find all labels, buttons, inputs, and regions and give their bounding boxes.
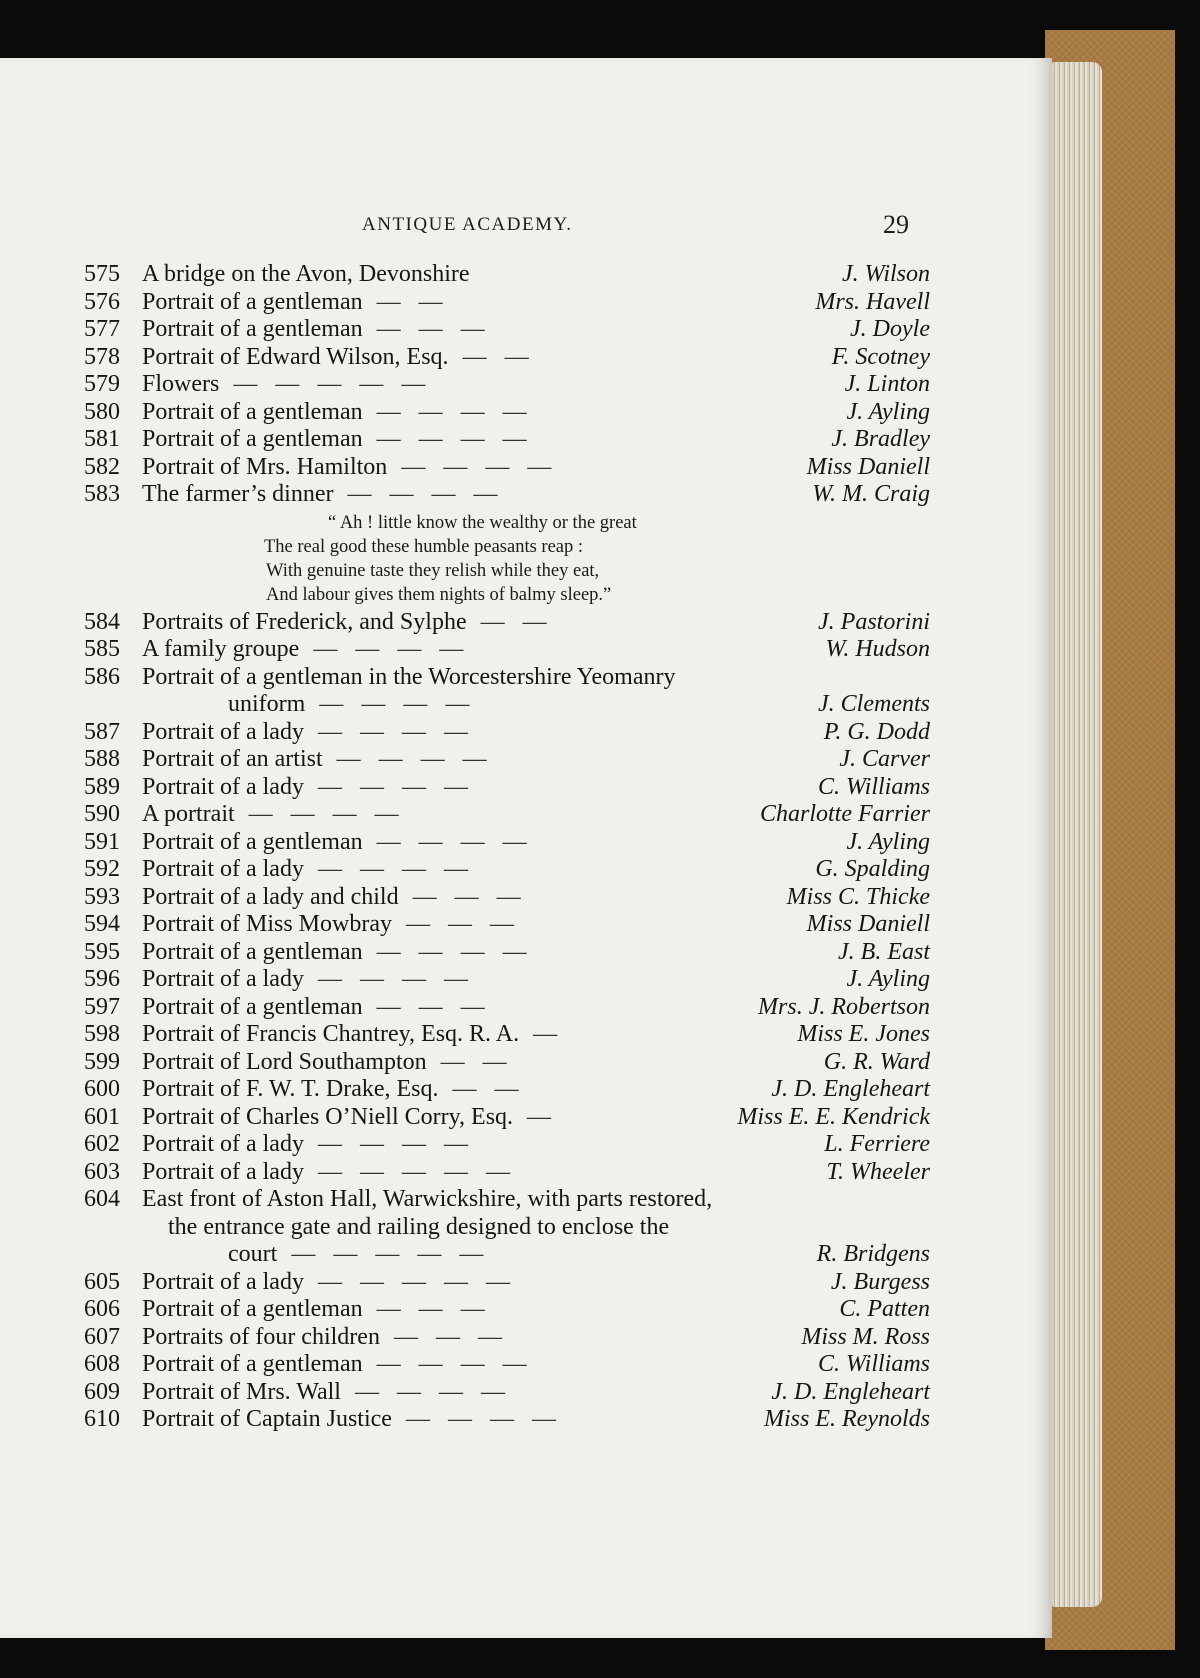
entry-number: 600 <box>84 1076 120 1102</box>
entry-number: 587 <box>84 718 120 745</box>
entry-title: A family groupe <box>142 636 300 662</box>
entry-artist: J. Bradley <box>831 426 930 452</box>
entry-artist: J. Wilson <box>842 261 930 287</box>
catalogue-entry <box>84 829 930 857</box>
entry-leader-dashes: — — — — <box>376 1351 533 1377</box>
entry-artist: Charlotte Farrier <box>759 801 930 827</box>
catalogue-entry <box>84 1104 930 1132</box>
poem-line: “ Ah ! little know the wealthy or the great <box>328 512 637 533</box>
entry-artist: J. Clements <box>818 691 930 717</box>
entry-leader-dashes: — — — — <box>354 1378 511 1405</box>
entry-number: 603 <box>84 1158 120 1185</box>
entry-number: 610 <box>84 1406 120 1432</box>
entry-number: 585 <box>84 636 120 662</box>
entry-number: 579 <box>84 371 120 397</box>
entry-artist: J. Pastorini <box>818 608 930 635</box>
catalogue-entry <box>84 1269 930 1297</box>
entry-number: 606 <box>84 1296 120 1322</box>
catalogue-entry <box>84 1186 930 1214</box>
entry-title: Portrait of a lady <box>142 966 304 992</box>
entry-number: 609 <box>84 1378 120 1405</box>
catalogue-entry <box>84 691 930 719</box>
entry-number: 608 <box>84 1351 120 1377</box>
entry-number: 594 <box>84 911 120 937</box>
entry-title: The farmer’s dinner <box>142 481 334 507</box>
entry-artist: Miss C. Thicke <box>786 883 930 910</box>
entry-title: Portrait of Edward Wilson, Esq. <box>142 343 449 370</box>
entry-artist: Miss E. E. Kendrick <box>737 1103 930 1130</box>
entry-artist: Mrs. J. Robertson <box>758 993 930 1020</box>
entry-leader-dashes: — — — — <box>313 636 470 662</box>
entry-leader-dashes: — — <box>480 608 553 635</box>
entry-artist: Miss E. Jones <box>797 1021 930 1047</box>
entry-artist: Miss Daniell <box>806 453 930 480</box>
entry-artist: J. D. Engleheart <box>771 1076 930 1102</box>
catalogue-list <box>84 261 930 1434</box>
entry-leader-dashes: — — — — <box>376 828 533 855</box>
entry-title: Portrait of a gentleman <box>142 1351 363 1377</box>
catalogue-entry <box>84 1076 930 1104</box>
entry-title: Portraits of four children <box>142 1323 380 1350</box>
entry-artist: C. Patten <box>839 1296 930 1322</box>
entry-number: 588 <box>84 746 120 772</box>
entry-leader-dashes: — — — <box>376 316 491 342</box>
entry-leader-dashes: — — — <box>393 1323 508 1350</box>
catalogue-entry <box>84 371 930 399</box>
entry-number: 591 <box>84 828 120 855</box>
entry-title: A bridge on the Avon, Devonshire <box>142 261 470 287</box>
entry-title: Portrait of a gentleman <box>142 993 363 1020</box>
catalogue-entry <box>84 1021 930 1049</box>
page-header <box>0 210 920 242</box>
entry-artist: J. D. Engleheart <box>771 1378 930 1405</box>
catalogue-entry <box>84 344 930 372</box>
catalogue-entry <box>84 1296 930 1324</box>
entry-artist: J. Ayling <box>846 828 930 855</box>
entry-number: 607 <box>84 1323 120 1350</box>
poem-line: And labour gives them nights of balmy sleep.” <box>266 584 612 605</box>
entry-title: Portrait of a gentleman <box>142 828 363 855</box>
entry-leader-dashes: — — — — <box>376 398 533 425</box>
entry-leader-dashes: — — — — <box>317 773 474 800</box>
entry-leader-dashes: — <box>527 1103 558 1130</box>
entry-title: Portrait of a gentleman <box>142 398 363 425</box>
entry-artist: J. Doyle <box>850 316 930 342</box>
entry-artist: J. Carver <box>839 746 930 772</box>
catalogue-entry <box>84 316 930 344</box>
entry-number: 575 <box>84 261 120 287</box>
entry-title: Portrait of a gentleman <box>142 938 363 965</box>
page-edges <box>1052 62 1102 1607</box>
entry-leader-dashes: — — <box>440 1048 513 1075</box>
entry-artist: J. Linton <box>844 371 930 397</box>
catalogue-entry <box>84 1351 930 1379</box>
entry-number: 605 <box>84 1268 120 1295</box>
entry-leader-dashes: — — — — <box>248 801 405 827</box>
catalogue-entry <box>84 939 930 967</box>
entry-number: 597 <box>84 993 120 1020</box>
entry-title: A portrait <box>142 801 235 827</box>
entry-artist: J. Ayling <box>846 966 930 992</box>
entry-number: 592 <box>84 856 120 882</box>
entry-artist: L. Ferriere <box>824 1131 930 1157</box>
entry-leader-dashes: — — — — — <box>233 371 432 397</box>
entry-number: 602 <box>84 1131 120 1157</box>
entry-leader-dashes: — — — — <box>317 718 474 745</box>
entry-number: 589 <box>84 773 120 800</box>
entry-artist: C. Williams <box>817 773 930 800</box>
running-title: ANTIQUE ACADEMY. <box>362 214 573 235</box>
catalogue-entry <box>84 1406 930 1434</box>
entry-number: 599 <box>84 1048 120 1075</box>
entry-leader-dashes: — — — — <box>336 746 493 772</box>
entry-leader-dashes: — — <box>452 1076 525 1102</box>
entry-title: uniform <box>228 691 306 717</box>
entry-leader-dashes: — — — <box>412 883 527 910</box>
catalogue-entry <box>84 636 930 664</box>
entry-artist: Miss E. Reynolds <box>764 1406 930 1432</box>
entry-artist: Miss Daniell <box>806 911 930 937</box>
poem-line: The real good these humble peasants reap : <box>264 536 584 557</box>
entry-artist: C. Williams <box>817 1351 930 1377</box>
entry-title: Flowers <box>142 371 220 397</box>
catalogue-entry <box>84 1131 930 1159</box>
catalogue-entry <box>84 1159 930 1187</box>
catalogue-entry <box>84 481 930 509</box>
entry-number: 580 <box>84 398 120 425</box>
entry-title: Portrait of Francis Chantrey, Esq. R. A. <box>142 1021 520 1047</box>
catalogue-entry <box>84 856 930 884</box>
page-number: 29 <box>883 210 909 239</box>
entry-leader-dashes: — — — — <box>376 938 533 965</box>
entry-artist: R. Bridgens <box>816 1241 930 1267</box>
entry-leader-dashes: — — — — — <box>317 1268 516 1295</box>
entry-leader-dashes: — — <box>376 288 449 315</box>
entry-title: East front of Aston Hall, Warwickshire, with parts restored, <box>142 1186 713 1212</box>
entry-title: Portrait of a lady <box>142 1158 304 1185</box>
entry-artist: Miss M. Ross <box>801 1323 930 1350</box>
catalogue-entry <box>84 1324 930 1352</box>
catalogue-entry <box>84 801 930 829</box>
entry-number: 578 <box>84 343 120 370</box>
entry-artist: T. Wheeler <box>826 1158 930 1185</box>
poem-quotation <box>264 511 930 607</box>
entry-number: 582 <box>84 453 120 480</box>
entry-artist: J. Ayling <box>846 398 930 425</box>
catalogue-entry <box>84 1379 930 1407</box>
entry-number: 595 <box>84 938 120 965</box>
entry-artist: Mrs. Havell <box>815 288 930 315</box>
entry-number: 583 <box>84 481 120 507</box>
entry-number: 581 <box>84 426 120 452</box>
catalogue-entry <box>84 1214 930 1242</box>
entry-title: Portrait of a gentleman <box>142 288 363 315</box>
entry-title: Portrait of Mrs. Wall <box>142 1378 341 1405</box>
entry-leader-dashes: — — — — <box>405 1406 562 1432</box>
entry-title: Portrait of a lady <box>142 1268 304 1295</box>
entry-title: Portraits of Frederick, and Sylphe <box>142 608 467 635</box>
entry-leader-dashes: — — <box>462 343 535 370</box>
entry-leader-dashes: — — — <box>376 1296 491 1322</box>
catalogue-entry <box>84 774 930 802</box>
entry-title: Portrait of a gentleman <box>142 426 363 452</box>
entry-title: Portrait of Charles O’Niell Corry, Esq. <box>142 1103 514 1130</box>
catalogue-entry <box>84 1049 930 1077</box>
entry-leader-dashes: — — — — — <box>317 1158 516 1185</box>
entry-number: 576 <box>84 288 120 315</box>
entry-title: Portrait of a gentleman <box>142 1296 363 1322</box>
entry-number: 604 <box>84 1186 120 1212</box>
entry-title: the entrance gate and railing designed to enclose the <box>168 1213 670 1240</box>
catalogue-entry <box>84 994 930 1022</box>
entry-leader-dashes: — — — — <box>317 856 474 882</box>
entry-number: 586 <box>84 663 120 690</box>
entry-artist: G. R. Ward <box>823 1048 930 1075</box>
entry-leader-dashes: — — — <box>405 911 520 937</box>
entry-title: Portrait of Captain Justice <box>142 1406 392 1432</box>
entry-number: 584 <box>84 608 120 635</box>
catalogue-entry <box>84 426 930 454</box>
catalogue-entry <box>84 664 930 692</box>
entry-artist: F. Scotney <box>831 343 930 370</box>
entry-artist: P. G. Dodd <box>823 718 930 745</box>
entry-title: Portrait of a lady <box>142 773 304 800</box>
entry-leader-dashes: — — — — <box>317 1131 474 1157</box>
catalogue-entry <box>84 454 930 482</box>
entry-leader-dashes: — — — — <box>317 966 474 992</box>
catalogue-entry <box>84 1241 930 1269</box>
entry-artist: J. B. East <box>838 938 930 965</box>
catalogue-entry <box>84 719 930 747</box>
entry-title: Portrait of a gentleman in the Worcestershire Yeomanry <box>142 663 676 690</box>
catalogue-entry <box>84 289 930 317</box>
entry-artist: J. Burgess <box>830 1268 930 1295</box>
entry-title: Portrait of a lady <box>142 1131 304 1157</box>
catalogue-entry <box>84 746 930 774</box>
entry-number: 593 <box>84 883 120 910</box>
entry-title: Portrait of a lady and child <box>142 883 399 910</box>
entry-leader-dashes: — <box>533 1021 564 1047</box>
entry-number: 601 <box>84 1103 120 1130</box>
entry-title: Portrait of Lord Southampton <box>142 1048 427 1075</box>
entry-artist: W. M. Craig <box>812 481 930 507</box>
entry-title: Portrait of a lady <box>142 718 304 745</box>
entry-title: Portrait of a gentleman <box>142 316 363 342</box>
entry-title: Portrait of Miss Mowbray <box>142 911 392 937</box>
entry-leader-dashes: — — — — <box>319 691 476 717</box>
catalogue-entry <box>84 911 930 939</box>
catalogue-entry <box>84 966 930 994</box>
entry-title: Portrait of an artist <box>142 746 323 772</box>
entry-title: court <box>228 1241 278 1267</box>
entry-number: 598 <box>84 1021 120 1047</box>
entry-number: 590 <box>84 801 120 827</box>
poem-line: With genuine taste they relish while they eat, <box>266 560 600 581</box>
entry-title: Portrait of F. W. T. Drake, Esq. <box>142 1076 439 1102</box>
catalogue-entry <box>84 261 930 289</box>
entry-title: Portrait of Mrs. Hamilton <box>142 453 388 480</box>
entry-leader-dashes: — — — — <box>347 481 504 507</box>
catalogue-entry <box>84 399 930 427</box>
entry-artist: G. Spalding <box>815 856 930 882</box>
catalogue-entry <box>84 609 930 637</box>
entry-leader-dashes: — — — <box>376 993 491 1020</box>
entry-number: 577 <box>84 316 120 342</box>
entry-leader-dashes: — — — — — <box>291 1241 490 1267</box>
catalogue-entry <box>84 884 930 912</box>
entry-number: 596 <box>84 966 120 992</box>
entry-leader-dashes: — — — — <box>376 426 533 452</box>
entry-title: Portrait of a lady <box>142 856 304 882</box>
entry-artist: W. Hudson <box>825 636 930 662</box>
entry-leader-dashes: — — — — <box>401 453 558 480</box>
